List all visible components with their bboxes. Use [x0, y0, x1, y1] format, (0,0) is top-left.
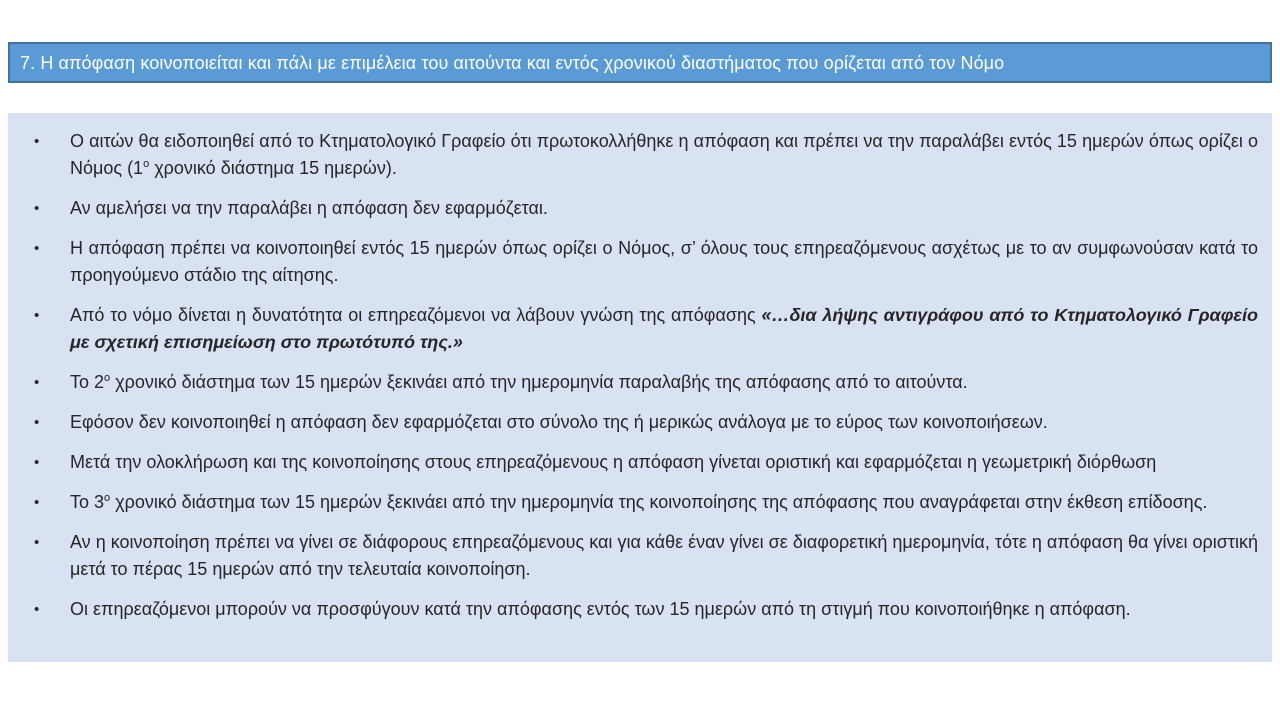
bullet-text: Αν αμελήσει να την παραλάβει η απόφαση δεν εφαρμόζεται.	[70, 198, 548, 218]
bullet-icon: •	[34, 374, 40, 391]
bullet-icon: •	[34, 307, 40, 324]
list-item	[30, 449, 1260, 476]
bullet-text: Το $3^o$ χρονικό διάστημα των 15 ημερών ξεκινάει από την ημερομηνία της κοινοποίησης της απόφασης που αναγράφεται στην έκθεση επίδοσης.	[70, 492, 1208, 512]
list-item	[30, 369, 1260, 396]
bullet-icon: •	[34, 454, 40, 471]
bullet-text: Εφόσον δεν κοινοποιηθεί η απόφαση δεν εφαρμόζεται στο σύνολο της ή μερικώς ανάλογα με το εύρος των κοινοποιήσεων.	[70, 412, 1048, 432]
list-item	[30, 235, 1260, 289]
bullet-text: Από το νόμο δίνεται η δυνατότητα οι επηρεαζόμενοι να λάβουν γνώση της απόφασης «…δια λήψης αντιγράφου από το Κτηματολογικό Γραφείο με σχετική επισημείωση στο πρωτότυπό της.»	[70, 305, 1258, 352]
list-item	[30, 489, 1260, 516]
bullet-icon: •	[34, 133, 40, 150]
bullet-text: Ο αιτών θα ειδοποιηθεί από το Κτηματολογικό Γραφείο ότι πρωτοκολλήθηκε η απόφαση και πρέπει να την παραλάβει εντός 15 ημερών όπως ορίζει ο Νόμος ($1^o$ χρονικό διάστημα 15 ημερών).	[70, 131, 1258, 178]
bullet-text: Οι επηρεαζόμενοι μπορούν να προσφύγουν κατά την απόφασης εντός των 15 ημερών από τη στιγμή που κοινοποιήθηκε η απόφαση.	[70, 599, 1131, 619]
bullet-icon: •	[34, 200, 40, 217]
list-item	[30, 409, 1260, 436]
bullet-list	[30, 128, 1260, 623]
list-item	[30, 302, 1260, 356]
bullet-icon: •	[34, 414, 40, 431]
list-item	[30, 596, 1260, 623]
bullet-text: Η απόφαση πρέπει να κοινοποιηθεί εντός 15 ημερών όπως ορίζει ο Νόμος, σ’ όλους τους επηρεαζόμενους ασχέτως με το αν συμφωνούσαν κατά το προηγούμενο στάδιο της αίτησης.	[70, 238, 1258, 285]
list-item	[30, 195, 1260, 222]
bullet-icon: •	[34, 240, 40, 257]
slide-title: 7. Η απόφαση κοινοποιείται και πάλι με επιμέλεια του αιτούντα και εντός χρονικού διαστήματος που ορίζεται από τον Νόμο	[20, 53, 1005, 73]
list-item	[30, 529, 1260, 583]
bullet-text: Αν η κοινοποίηση πρέπει να γίνει σε διάφορους επηρεαζόμενους και για κάθε έναν γίνει σε διαφορετική ημερομηνία, τότε η απόφαση θα γίνει οριστική μετά το πέρας 15 ημερών από την τελευταία κοινοποίηση.	[70, 532, 1258, 579]
bullet-icon: •	[34, 494, 40, 511]
bullet-icon: •	[34, 534, 40, 551]
bullet-icon: •	[34, 601, 40, 618]
slide-body-panel	[8, 113, 1272, 662]
slide-title-bar	[8, 42, 1272, 83]
bullet-text: Το $2^o$ χρονικό διάστημα των 15 ημερών ξεκινάει από την ημερομηνία παραλαβής της απόφασης από το αιτούντα.	[70, 372, 968, 392]
list-item	[30, 128, 1260, 182]
bullet-text: Μετά την ολοκλήρωση και της κοινοποίησης στους επηρεαζόμενους η απόφαση γίνεται οριστική και εφαρμόζεται η γεωμετρική διόρθωση	[70, 452, 1157, 472]
